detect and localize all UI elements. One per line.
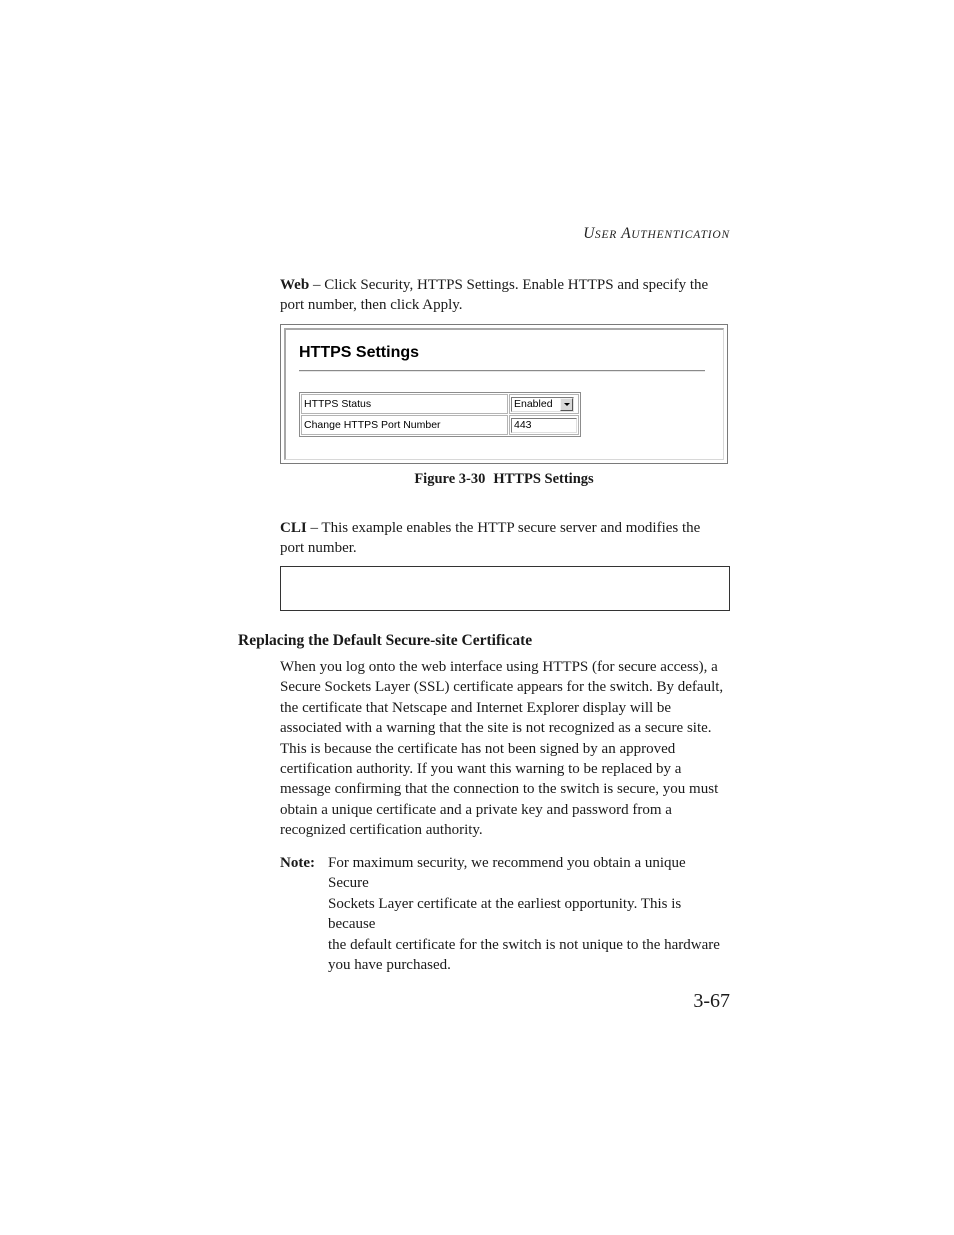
note-label: Note:: [280, 855, 315, 871]
note-line: the default certificate for the switch is not unique to the hardware: [328, 936, 720, 953]
https-port-label: Change HTTPS Port Number: [301, 415, 508, 435]
running-header: [583, 225, 730, 243]
section-body-line: When you log onto the web interface using HTTPS (for secure access), a: [280, 659, 718, 675]
section-body-line: recognized certification authority.: [280, 822, 483, 839]
note-line: Sockets Layer certificate at the earliest opportunity. This is because: [328, 895, 682, 933]
web-instructions: [280, 275, 730, 316]
section-body-line: associated with a warning that the site is not recognized as a secure site.: [280, 720, 712, 737]
cli-instructions: [280, 518, 730, 559]
panel-title: HTTPS Settings: [299, 344, 420, 361]
section-body-line: certification authority. If you want this warning to be replaced by a: [280, 761, 682, 778]
section-heading: Replacing the Default Secure-site Certificate: [238, 632, 533, 649]
running-header-rest-1: SER: [594, 229, 618, 241]
panel-divider: [299, 370, 705, 372]
https-status-selected-value: Enabled: [514, 397, 553, 410]
cli-instructions-line-1: [280, 518, 730, 538]
https-status-label: HTTPS Status: [301, 394, 508, 414]
web-instructions-line-2: port number, then click Apply.: [280, 297, 463, 314]
https-status-select[interactable]: [511, 397, 574, 412]
note-line: you have purchased.: [328, 957, 451, 974]
table-row-https-status: [301, 394, 579, 414]
settings-table: [299, 392, 581, 437]
web-instructions-line-1: [280, 275, 730, 295]
web-label: Web: [280, 277, 310, 293]
web-instructions-text-1: – Click Security, HTTPS Settings. Enable HTTPS and specify the: [309, 277, 709, 293]
figure-caption: [280, 471, 728, 488]
table-row-https-port: [301, 415, 579, 435]
cli-example-box: [280, 566, 730, 611]
https-settings-figure: [280, 324, 728, 464]
figure-caption-number: Figure 3-30: [414, 471, 486, 487]
https-port-cell: [509, 415, 579, 435]
section-body: [280, 657, 730, 841]
page-number: 3-67: [693, 990, 730, 1012]
section-body-line: message confirming that the connection to the switch is secure, you must: [280, 781, 719, 798]
section-body-line: obtain a unique certificate and a private key and password from a: [280, 801, 672, 818]
https-port-input[interactable]: [511, 418, 577, 433]
running-header-initial-2: A: [621, 225, 632, 242]
note-line: For maximum security, we recommend you obtain a unique Secure: [328, 855, 686, 892]
section-body-line: This is because the certificate has not been signed by an approved: [280, 740, 676, 757]
cli-instructions-text-1: – This example enables the HTTP secure server and modifies the: [306, 520, 701, 536]
running-header-initial-1: U: [583, 225, 595, 242]
section-body-line: Secure Sockets Layer (SSL) certificate appears for the switch. By default,: [280, 679, 724, 696]
https-settings-panel: [284, 328, 724, 460]
section-body-line: the certificate that Netscape and Internet Explorer display will be: [280, 699, 672, 716]
cli-label: CLI: [280, 520, 307, 536]
https-status-cell: [509, 394, 579, 414]
chevron-down-icon[interactable]: [560, 398, 573, 411]
note-body: [328, 853, 730, 975]
running-header-rest-2: UTHENTICATION: [631, 229, 730, 241]
cli-instructions-line-2: port number.: [280, 540, 357, 557]
figure-caption-title: HTTPS Settings: [493, 471, 594, 487]
